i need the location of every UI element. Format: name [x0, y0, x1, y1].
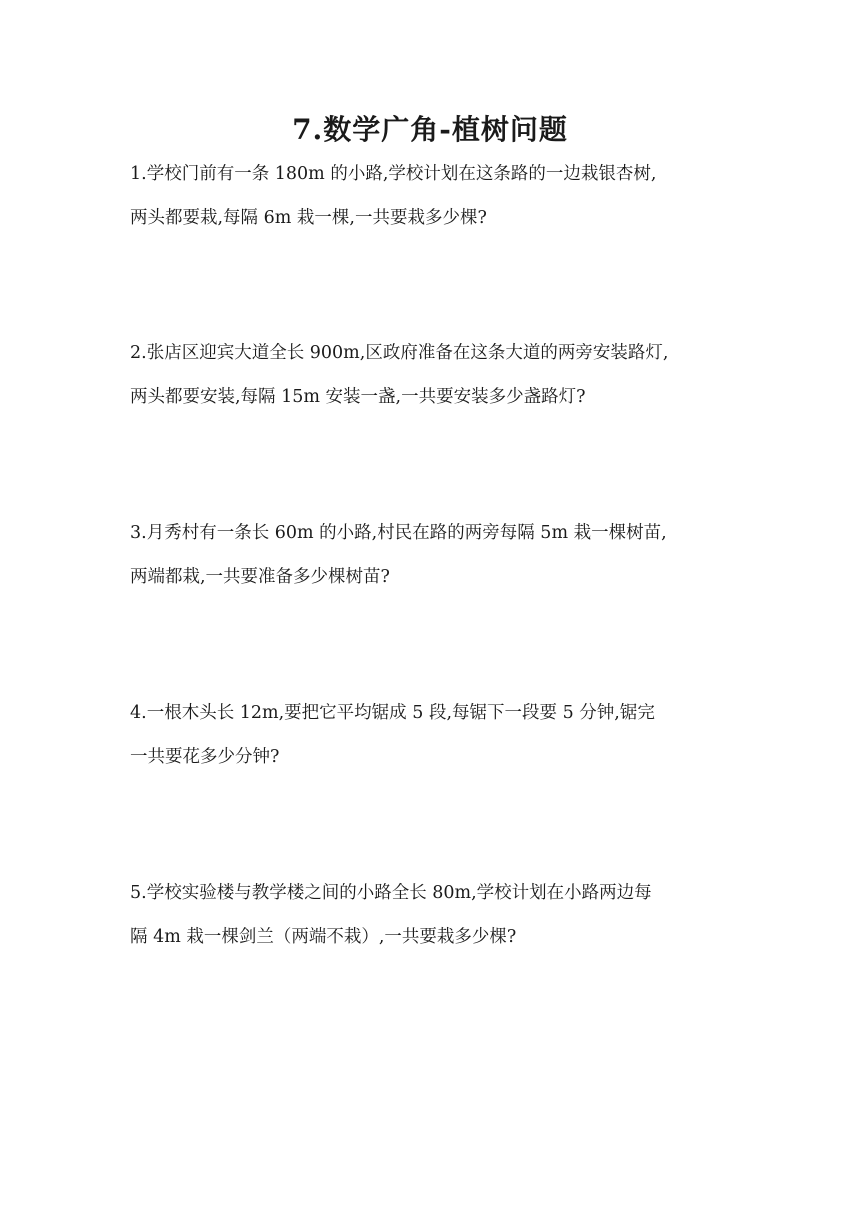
- problem-5: [130, 871, 750, 959]
- problem-2-line-1: 2.张店区迎宾大道全长 900m,区政府准备在这条大道的两旁安装路灯,: [130, 343, 669, 363]
- problem-4-line-1: 4.一根木头长 12m,要把它平均锯成 5 段,每锯下一段要 5 分钟,锯完: [130, 703, 655, 723]
- problem-1: [130, 152, 750, 240]
- problem-4-line-2: 一共要花多少分钟?: [130, 747, 280, 767]
- problem-3: [130, 511, 750, 599]
- problem-2: [130, 331, 750, 419]
- problem-5-line-1: 5.学校实验楼与教学楼之间的小路全长 80m,学校计划在小路两边每: [130, 883, 652, 903]
- problem-2-line-2: 两头都要安装,每隔 15m 安装一盏,一共要安装多少盏路灯?: [130, 387, 586, 407]
- problem-3-line-2: 两端都栽,一共要准备多少棵树苗?: [130, 567, 390, 587]
- page-title: 7.数学广角-植树问题: [292, 113, 568, 146]
- problem-1-line-1: 1.学校门前有一条 180m 的小路,学校计划在这条路的一边栽银杏树,: [130, 164, 657, 184]
- problem-3-line-1: 3.月秀村有一条长 60m 的小路,村民在路的两旁每隔 5m 栽一棵树苗,: [130, 523, 667, 543]
- problem-1-line-2: 两头都要栽,每隔 6m 栽一棵,一共要栽多少棵?: [130, 208, 487, 228]
- problem-5-line-2: 隔 4m 栽一棵剑兰（两端不栽）,一共要栽多少棵?: [130, 927, 517, 947]
- problem-4: [130, 691, 750, 779]
